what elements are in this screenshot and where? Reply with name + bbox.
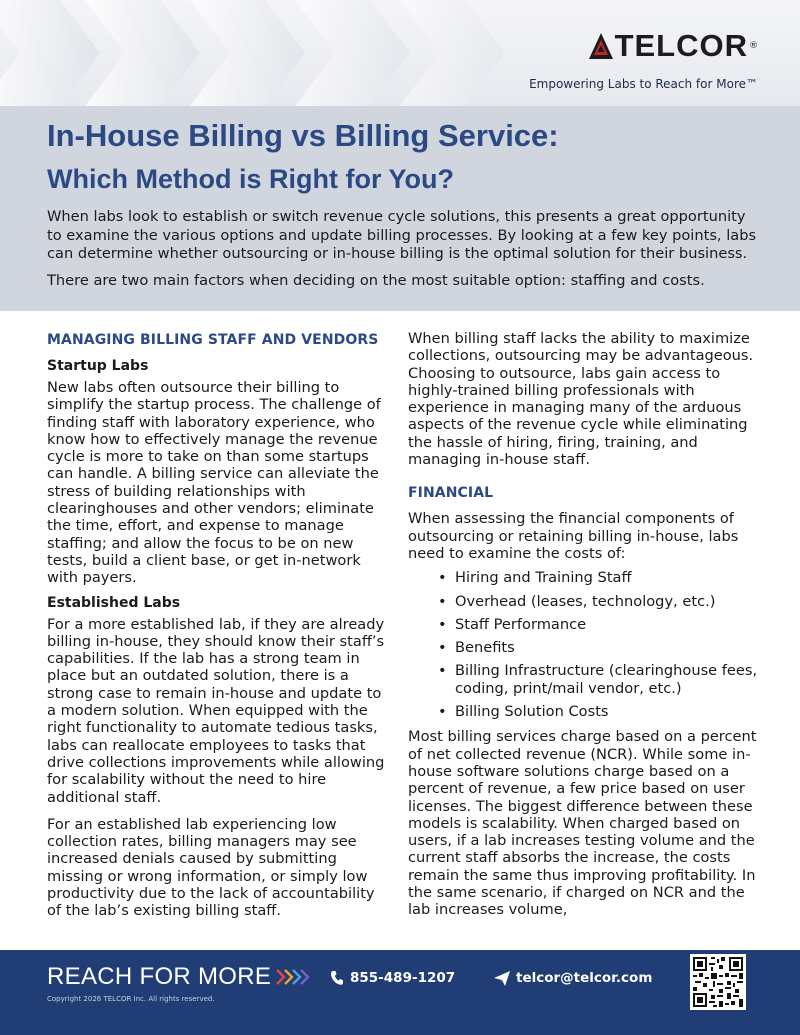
cost-list bbox=[438, 569, 758, 720]
list-item bbox=[438, 639, 758, 656]
section-heading-financial: FINANCIAL bbox=[408, 485, 494, 502]
page-title: In-House Billing vs Billing Service: bbox=[47, 118, 559, 153]
financial-intro: When assessing the financial components of outsourcing or retaining billing in-house, labs need to examine the costs of: bbox=[408, 510, 739, 562]
startup-paragraph: New labs often outsource their billing to simplify the startup process. The challenge of finding staff with laboratory experience, who know how to effectively manage the revenue cycle is more to take on than some startups can handle. A billing service can alleviate the stress of building relationships with clearinghouses and other vendors; eliminate the time, effort, and expense to manage staffing; and allow the focus to be on new tests, build a client base, or get in-network with payers. bbox=[47, 379, 381, 587]
bullet-icon: • bbox=[438, 615, 447, 633]
slogan-text: REACH FOR MORE bbox=[47, 963, 272, 990]
list-item-text: Staff Performance bbox=[455, 615, 587, 633]
chevrons-right-icon bbox=[275, 968, 311, 986]
intro-paragraph: When labs look to establish or switch revenue cycle solutions, this presents a great opportunity to examine the various options and update billing processes. By looking at a few key points, labs can determine whether outsourcing or in-house billing is the optimal solution for their business. bbox=[47, 208, 757, 262]
subheading-startup-labs: Startup Labs bbox=[47, 358, 149, 374]
left-column bbox=[47, 330, 392, 927]
established-paragraph: For a more established lab, if they are already billing in-house, they should know their staff’s capabilities. If the lab has a strong team in place but an outdated solution, there is a strong case to remain in-house and update to a modern solution. When equipped with the right functionality to automate tedious tasks, labs can reallocate employees to tasks that drive collections improvements while allowing for scalability without the need to hire additional staff. bbox=[47, 615, 385, 806]
list-item-text: Benefits bbox=[455, 639, 515, 657]
bullet-icon: • bbox=[438, 662, 447, 680]
phone-contact[interactable] bbox=[330, 970, 455, 986]
bullet-icon: • bbox=[438, 569, 447, 587]
list-item bbox=[438, 662, 758, 697]
registered-mark: ® bbox=[749, 40, 758, 51]
qr-code-icon[interactable] bbox=[690, 954, 746, 1010]
list-item bbox=[438, 703, 758, 720]
intro-summary: There are two main factors when deciding on the most suitable option: staffing and costs. bbox=[47, 272, 705, 289]
paper-plane-icon bbox=[494, 971, 510, 986]
bullet-icon: • bbox=[438, 703, 447, 721]
telcor-logo-mark-icon bbox=[589, 33, 613, 59]
list-item bbox=[438, 593, 758, 610]
bullet-icon: • bbox=[438, 639, 447, 657]
established-paragraph-2: For an established lab experiencing low collection rates, billing managers may see increased denials caused by submitting missing or wrong information, or simply low productivity due to the lack of accountability of the lab’s existing billing staff. bbox=[47, 815, 375, 920]
list-item bbox=[438, 616, 758, 633]
email-address[interactable]: telcor@telcor.com bbox=[516, 970, 653, 986]
list-item-text: Billing Infrastructure (clearinghouse fees, coding, print/mail vendor, etc.) bbox=[455, 662, 758, 697]
telcor-wordmark: TELCOR bbox=[614, 28, 748, 63]
list-item bbox=[438, 569, 758, 586]
list-item-text: Hiring and Training Staff bbox=[455, 569, 632, 587]
right-column bbox=[408, 330, 758, 926]
phone-icon bbox=[330, 970, 344, 986]
phone-number[interactable]: 855-489-1207 bbox=[350, 970, 456, 986]
email-contact[interactable] bbox=[494, 970, 652, 986]
telcor-logo bbox=[589, 30, 758, 61]
header-band bbox=[0, 0, 800, 106]
list-item-text: Overhead (leases, technology, etc.) bbox=[455, 592, 716, 610]
list-item-text: Billing Solution Costs bbox=[455, 703, 609, 721]
chevron-decoration bbox=[0, 0, 560, 106]
pricing-paragraph: Most billing services charge based on a percent of net collected revenue (NCR). While some in-house software solutions charge based on a percent of revenue, a few price based on user licenses. The biggest difference between these models is scalability. When charged based on users, if a lab increases testing volume and the current staff absorbs the increase, the costs remain the same thus improving profitability. In the same scenario, if charged on NCR and the lab increases volume, bbox=[408, 728, 757, 919]
section-heading-staff: MANAGING BILLING STAFF AND VENDORS bbox=[47, 332, 379, 348]
footer-slogan bbox=[47, 963, 311, 991]
page-subtitle: Which Method is Right for You? bbox=[47, 164, 454, 194]
outsourcing-paragraph: When billing staff lacks the ability to maximize collections, outsourcing may be advantageous. Choosing to outsource, labs gain access to highly-trained billing professionals with experience in managing many of the arduous aspects of the revenue cycle while eliminating the hassle of hiring, firing, training, and managing in-house staff. bbox=[408, 330, 754, 469]
bullet-icon: • bbox=[438, 592, 447, 610]
copyright: Copyright 2026 TELCOR Inc. All rights reserved. bbox=[47, 995, 215, 1003]
tagline: Empowering Labs to Reach for More™ bbox=[529, 77, 758, 91]
subheading-established-labs: Established Labs bbox=[47, 594, 181, 611]
